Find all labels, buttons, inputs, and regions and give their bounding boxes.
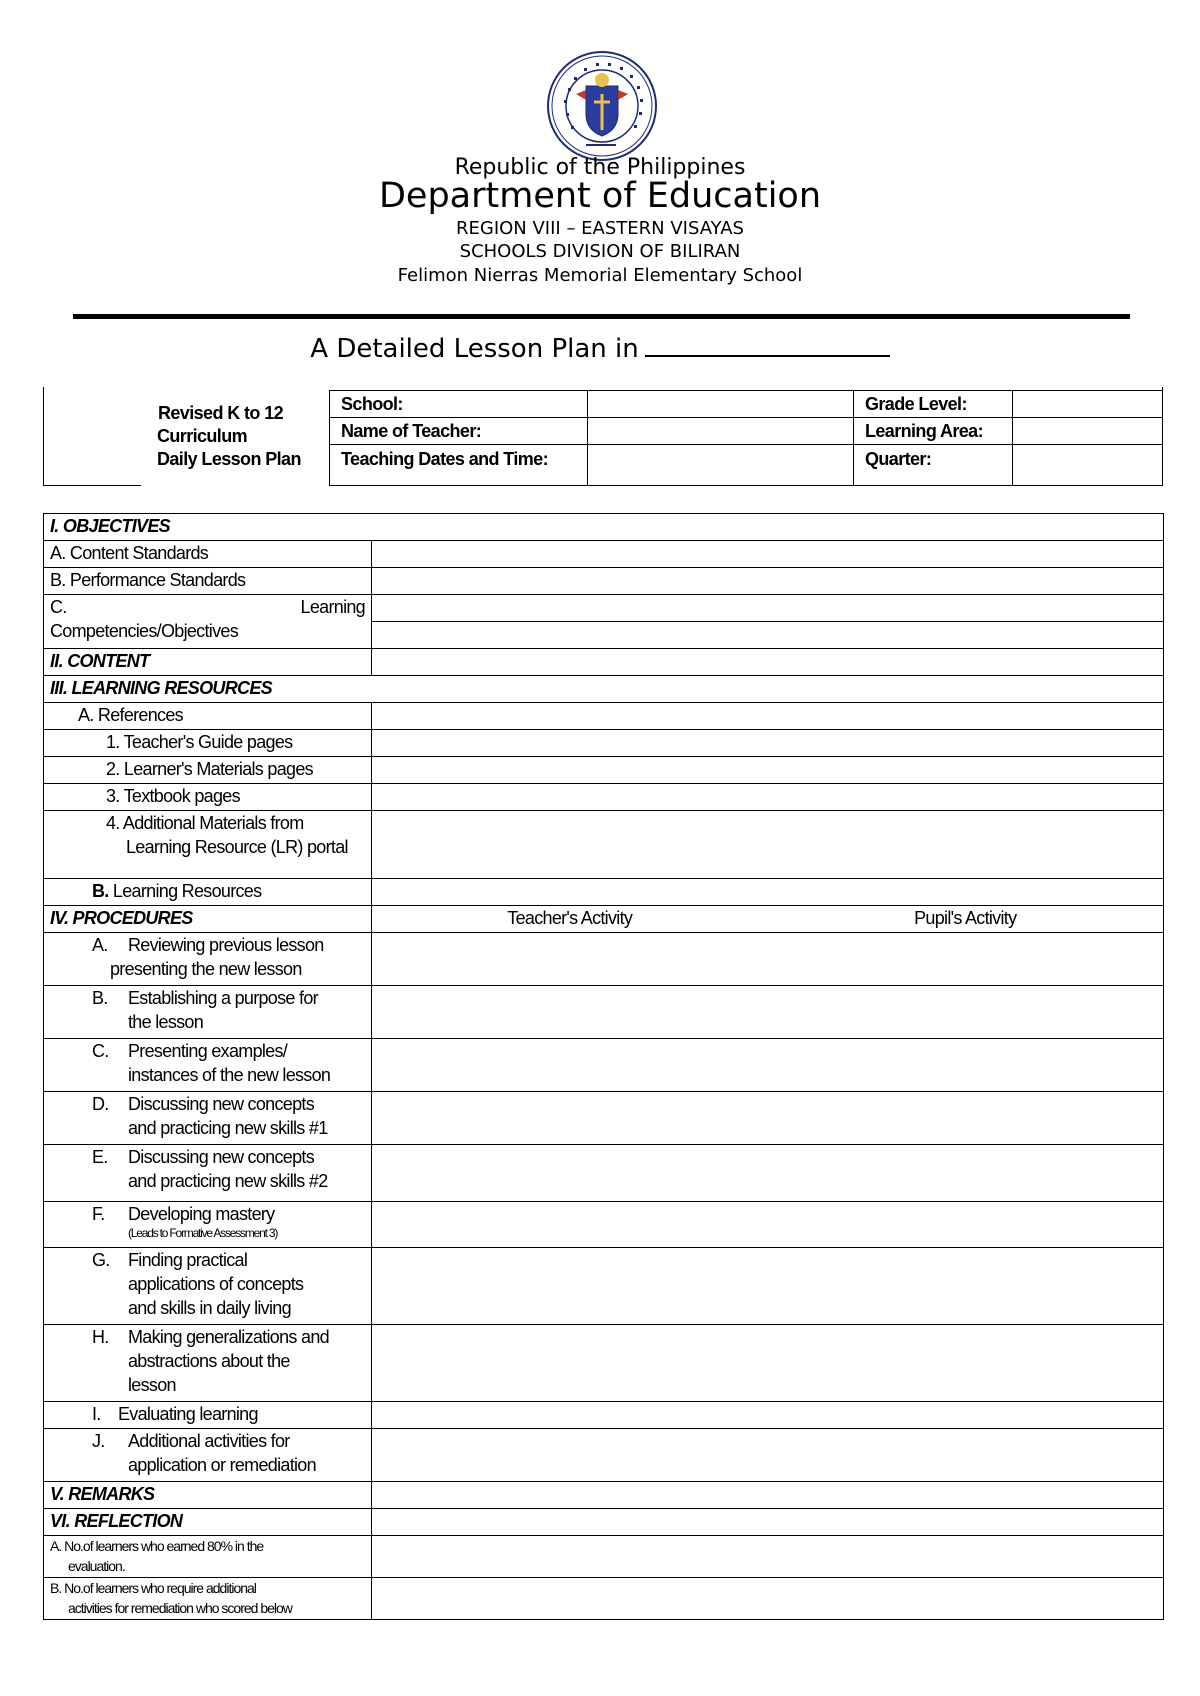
procedure-line: and practicing new skills #2 xyxy=(128,1171,328,1191)
tg-pages-cell xyxy=(372,730,1164,757)
lr-letter: B. xyxy=(92,881,109,901)
procedure-row xyxy=(44,1248,1164,1325)
procedure-line: Finding practical xyxy=(128,1250,248,1270)
page-title-text: A Detailed Lesson Plan in xyxy=(310,334,639,364)
reflection-cell xyxy=(372,1509,1164,1536)
procedure-b-label xyxy=(44,986,372,1039)
table-row xyxy=(44,1509,1164,1536)
reflection-a-line1: A. No.of learners who earned 80% in the xyxy=(50,1538,264,1554)
procedure-row xyxy=(44,1325,1164,1402)
procedure-c-cell xyxy=(372,1039,1164,1092)
references-cell xyxy=(372,703,1164,730)
table-row xyxy=(44,1536,1164,1578)
teaching-dates-label: Teaching Dates and Time: xyxy=(341,449,548,469)
learning-area-label: Learning Area: xyxy=(865,421,983,441)
reflection-a-line2: evaluation. xyxy=(68,1558,125,1574)
procedure-letter: A. xyxy=(92,935,108,955)
lr-label xyxy=(44,879,372,906)
procedure-line: Establishing a purpose for xyxy=(128,988,318,1008)
procedure-letter: H. xyxy=(92,1327,109,1347)
reflection-b-cell xyxy=(372,1578,1164,1620)
competencies-letter: C. xyxy=(50,597,67,617)
procedure-line: Discussing new concepts xyxy=(128,1094,314,1114)
procedure-line: Presenting examples/ xyxy=(128,1041,288,1061)
procedure-e-cell xyxy=(372,1145,1164,1202)
lr-text: Learning Resources xyxy=(112,881,262,901)
objectives-heading: I. OBJECTIVES xyxy=(44,514,1164,541)
content-heading: II. CONTENT xyxy=(44,649,372,676)
table-row xyxy=(44,703,1164,730)
procedure-row xyxy=(44,1202,1164,1248)
info-border xyxy=(43,485,141,486)
table-row xyxy=(44,784,1164,811)
info-border xyxy=(329,444,1163,445)
header-republic: Republic of the Philippines xyxy=(454,155,746,180)
reflection-b-line1: B. No.of learners who require additional xyxy=(50,1580,256,1596)
content-standards-label: A. Content Standards xyxy=(44,541,372,568)
procedure-row xyxy=(44,986,1164,1039)
procedure-line: Additional activities for xyxy=(128,1431,290,1451)
remarks-heading: V. REMARKS xyxy=(44,1482,372,1509)
reflection-b-line2: activities for remediation who scored below xyxy=(68,1600,292,1616)
table-row xyxy=(44,879,1164,906)
procedure-letter: J. xyxy=(92,1431,105,1451)
curriculum-line2: Curriculum xyxy=(157,426,248,446)
textbook-pages-cell xyxy=(372,784,1164,811)
header-division: SCHOOLS DIVISION OF BILIRAN xyxy=(459,241,741,262)
table-row xyxy=(44,649,1164,676)
lm-pages-cell xyxy=(372,757,1164,784)
procedure-b-cell xyxy=(372,986,1164,1039)
procedure-line: lesson xyxy=(128,1375,176,1395)
table-row xyxy=(44,568,1164,595)
info-border xyxy=(329,390,1163,391)
procedure-g-label xyxy=(44,1248,372,1325)
procedure-f-cell xyxy=(372,1202,1164,1248)
procedure-row xyxy=(44,1092,1164,1145)
competencies-cell xyxy=(372,595,1164,622)
header-department: Department of Education xyxy=(378,176,822,216)
procedures-heading: IV. PROCEDURES xyxy=(44,906,372,933)
pupil-activity-heading: Pupil's Activity xyxy=(768,906,1164,933)
procedure-line: Discussing new concepts xyxy=(128,1147,314,1167)
competencies-cell-2 xyxy=(372,622,1164,649)
procedure-line: presenting the new lesson xyxy=(110,959,302,979)
info-border xyxy=(43,387,44,486)
procedure-letter: F. xyxy=(92,1204,105,1224)
quarter-label: Quarter: xyxy=(865,449,932,469)
procedure-line: Developing mastery xyxy=(128,1204,275,1224)
procedure-line: Making generalizations and xyxy=(128,1327,329,1347)
tg-pages-label: 1. Teacher's Guide pages xyxy=(44,730,372,757)
procedure-d-cell xyxy=(372,1092,1164,1145)
info-border xyxy=(1162,387,1163,486)
lr-cell xyxy=(372,879,1164,906)
subject-blank xyxy=(645,329,890,357)
procedure-letter: E. xyxy=(92,1147,108,1167)
info-border xyxy=(1012,390,1013,486)
procedure-letter: B. xyxy=(92,988,108,1008)
table-row xyxy=(44,514,1164,541)
table-row xyxy=(44,811,1164,879)
textbook-pages-label: 3. Textbook pages xyxy=(44,784,372,811)
competencies-label xyxy=(44,595,372,649)
table-row xyxy=(44,1578,1164,1620)
lesson-plan-table xyxy=(43,513,1164,1620)
procedure-row xyxy=(44,1402,1164,1429)
procedure-line: (Leads to Formative Assessment 3) xyxy=(128,1226,278,1240)
school-label: School: xyxy=(341,394,403,414)
performance-standards-cell xyxy=(372,568,1164,595)
info-border xyxy=(329,390,330,486)
table-row xyxy=(44,676,1164,703)
procedure-a-cell xyxy=(372,933,1164,986)
performance-standards-label: B. Performance Standards xyxy=(44,568,372,595)
procedure-h-label xyxy=(44,1325,372,1402)
header-school: Felimon Nierras Memorial Elementary School xyxy=(397,265,803,286)
teacher-activity-heading: Teacher's Activity xyxy=(372,906,768,933)
teacher-label: Name of Teacher: xyxy=(341,421,482,441)
procedure-row xyxy=(44,1145,1164,1202)
procedure-row xyxy=(44,933,1164,986)
grade-level-label: Grade Level: xyxy=(865,394,967,414)
content-standards-cell xyxy=(372,541,1164,568)
info-border xyxy=(329,417,1163,418)
procedure-a-label xyxy=(44,933,372,986)
competencies-word: Learning xyxy=(300,597,365,617)
reflection-a-label xyxy=(44,1536,372,1578)
header-region: REGION VIII – EASTERN VISAYAS xyxy=(456,218,744,239)
procedure-row xyxy=(44,1429,1164,1482)
competencies-line1 xyxy=(50,595,365,619)
procedure-e-label xyxy=(44,1145,372,1202)
procedure-i-label xyxy=(44,1402,372,1429)
table-row xyxy=(44,1482,1164,1509)
reflection-heading: VI. REFLECTION xyxy=(44,1509,372,1536)
info-border xyxy=(853,390,854,486)
page-title xyxy=(0,329,1200,364)
procedure-line: and practicing new skills #1 xyxy=(128,1118,328,1138)
procedure-g-cell xyxy=(372,1248,1164,1325)
procedure-j-label xyxy=(44,1429,372,1482)
table-row xyxy=(44,730,1164,757)
procedure-row xyxy=(44,1039,1164,1092)
deped-seal-icon xyxy=(546,50,658,162)
procedure-line: Reviewing previous lesson xyxy=(128,935,324,955)
procedure-line: and skills in daily living xyxy=(128,1298,291,1318)
competencies-line2: Competencies/Objectives xyxy=(50,621,238,641)
procedure-line: abstractions about the xyxy=(128,1351,290,1371)
curriculum-line3: Daily Lesson Plan xyxy=(157,449,301,469)
procedure-letter: I. xyxy=(92,1404,101,1424)
info-border xyxy=(329,485,1163,486)
table-row xyxy=(44,595,1164,622)
content-cell xyxy=(372,649,1164,676)
curriculum-line1: Revised K to 12 xyxy=(158,403,284,423)
procedure-d-label xyxy=(44,1092,372,1145)
additional-materials-line2: Learning Resource (LR) portal xyxy=(126,837,348,857)
additional-materials-line1: 4. Additional Materials from xyxy=(106,813,304,833)
procedure-letter: D. xyxy=(92,1094,109,1114)
procedure-line: the lesson xyxy=(128,1012,204,1032)
procedure-letter: C. xyxy=(92,1041,109,1061)
deped-seal xyxy=(546,50,658,162)
procedure-line: instances of the new lesson xyxy=(128,1065,331,1085)
learning-resources-heading: III. LEARNING RESOURCES xyxy=(44,676,1164,703)
table-row xyxy=(44,906,1164,933)
procedure-line: Evaluating learning xyxy=(118,1404,258,1424)
references-label: A. References xyxy=(44,703,372,730)
procedure-line: application or remediation xyxy=(128,1455,316,1475)
info-border xyxy=(587,390,588,486)
reflection-a-cell xyxy=(372,1536,1164,1578)
procedure-i-cell xyxy=(372,1402,1164,1429)
table-row xyxy=(44,757,1164,784)
procedure-c-label xyxy=(44,1039,372,1092)
procedure-line: applications of concepts xyxy=(128,1274,304,1294)
procedure-letter: G. xyxy=(92,1250,110,1270)
procedure-j-cell xyxy=(372,1429,1164,1482)
header-divider xyxy=(73,314,1130,319)
procedure-h-cell xyxy=(372,1325,1164,1402)
additional-materials-cell xyxy=(372,811,1164,879)
table-row xyxy=(44,541,1164,568)
procedure-f-label xyxy=(44,1202,372,1248)
lm-pages-label: 2. Learner's Materials pages xyxy=(44,757,372,784)
additional-materials-label xyxy=(44,811,372,879)
remarks-cell xyxy=(372,1482,1164,1509)
reflection-b-label xyxy=(44,1578,372,1620)
